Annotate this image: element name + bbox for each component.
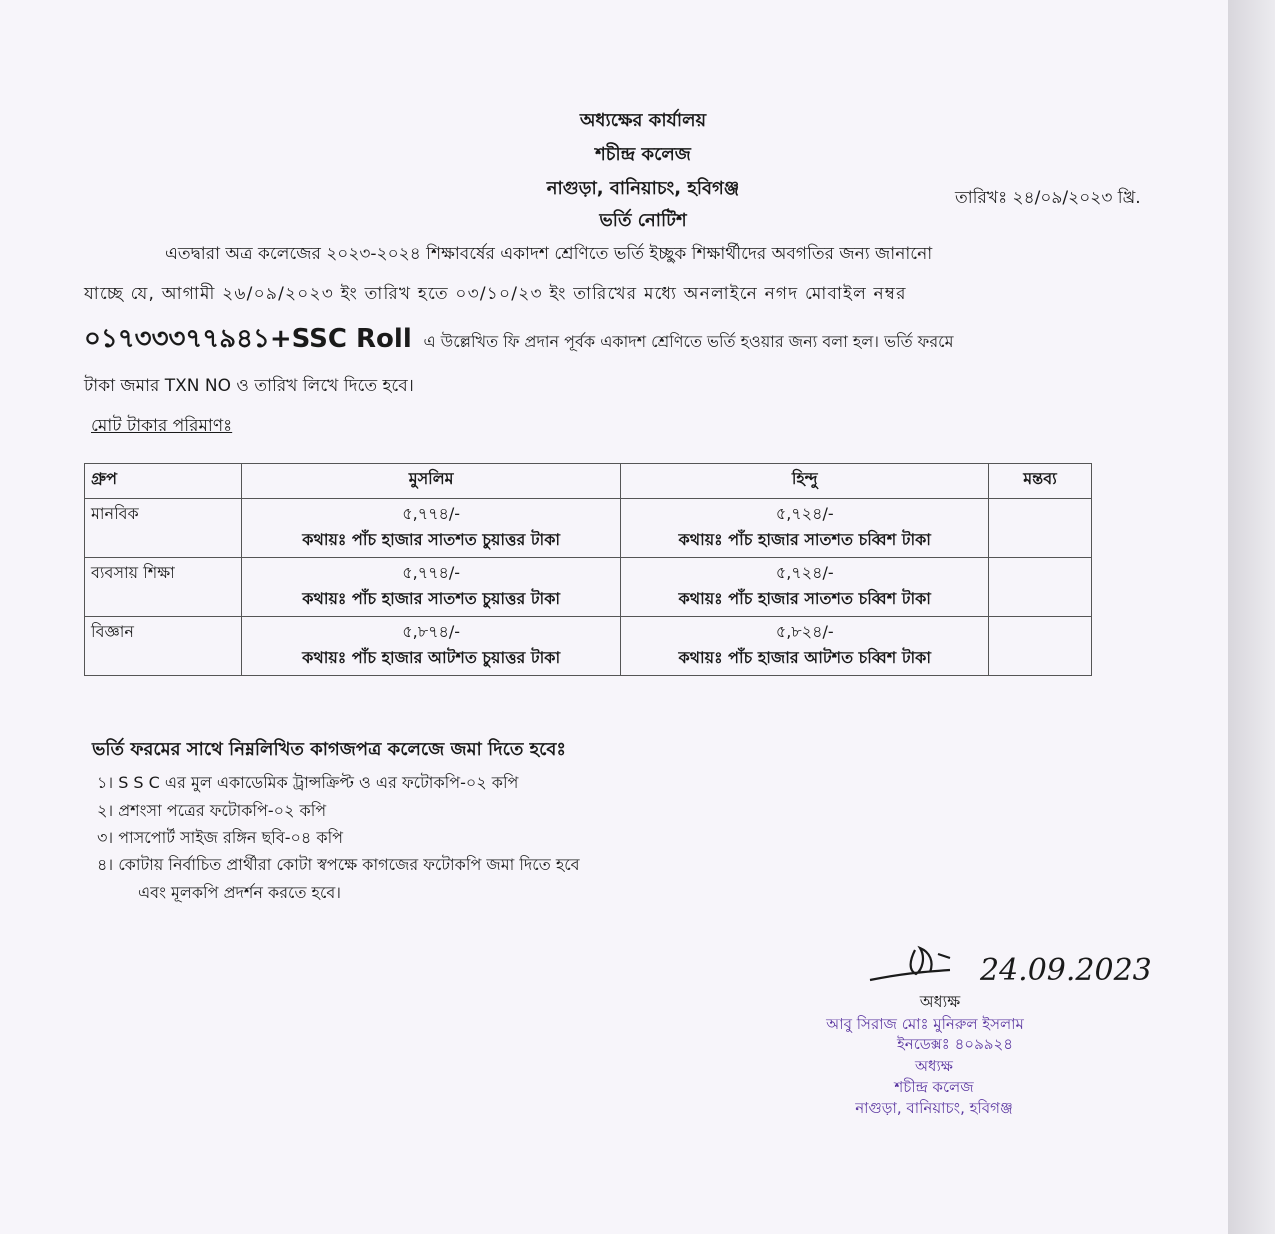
document-item: ৩। পাসপোর্ট সাইজ রঙ্গিন ছবি-০৪ কপি [97, 828, 344, 847]
paper-edge [1228, 0, 1275, 1234]
header-group: গ্রুপ [85, 464, 242, 499]
office-heading: অধ্যক্ষের কার্যালয় [579, 110, 707, 131]
signatory-title: অধ্যক্ষ [919, 992, 961, 1011]
fee-amount: ৫,৭৭৪/- [402, 504, 461, 523]
fee-amount: ৫,৭৭৪/- [402, 563, 461, 582]
hindu-fee-cell [621, 499, 989, 558]
stamp-college: শচীন্দ্র কলেজ [894, 1078, 974, 1096]
stamp-address: নাগুড়া, বানিয়াচং, হবিগঞ্জ [855, 1099, 1013, 1117]
header-muslim: মুসলিম [241, 464, 621, 499]
documents-title: ভর্তি ফরমের সাথে নিম্নলিখিত কাগজপত্র কলেজে জমা দিতে হবেঃ [92, 739, 566, 760]
total-amount-label: মোট টাকার পরিমাণঃ [91, 416, 233, 436]
document-item: ১। S S C এর মুল একাডেমিক ট্রান্সক্রিপ্ট ও এর ফটোকপি-০২ কপি [97, 773, 519, 792]
remark-cell [989, 617, 1092, 676]
group-cell: ব্যবসায় শিক্ষা [85, 558, 242, 617]
fee-amount: ৫,৭২৪/- [775, 563, 834, 582]
table-row [85, 499, 1092, 558]
stamp-index: ইনডেক্সঃ ৪০৯৯২৪ [896, 1035, 1014, 1053]
fee-table [84, 463, 1092, 676]
muslim-fee-cell [241, 617, 621, 676]
college-name: শচীন্দ্র কলেজ [595, 144, 691, 165]
body-line-2: যাচ্ছে যে, আগামী ২৬/০৯/২০২৩ ইং তারিখ হতে ০৩/১০/২৩ ইং তারিখের মধ্যে অনলাইনে নগদ মোবাইল নম্বর [84, 284, 907, 304]
header-remark: মন্তব্য [989, 464, 1092, 499]
body-line-1: এতদ্বারা অত্র কলেজের ২০২৩-২০২৪ শিক্ষাবর্ষের একাদশ শ্রেণিতে ভর্তি ইচ্ছুক শিক্ষার্থীদের অবগতির জন্য জানানো [165, 244, 933, 264]
remark-cell [989, 499, 1092, 558]
stamp-name: আবু সিরাজ মোঃ মুনিরুল ইসলাম [826, 1015, 1024, 1033]
body-line-3 [84, 326, 953, 352]
group-cell: বিজ্ঞান [85, 617, 242, 676]
table-row [85, 558, 1092, 617]
document-item: এবং মূলকপি প্রদর্শন করতে হবে। [138, 883, 342, 902]
header-hindu: হিন্দু [621, 464, 989, 499]
notice-title: ভর্তি নোটিশ [599, 210, 687, 231]
body-line-4: টাকা জমার TXN NO ও তারিখ লিখে দিতে হবে। [84, 376, 414, 396]
handwritten-date: 24.09.2023 [980, 953, 1152, 988]
fee-amount: ৫,৭২৪/- [775, 504, 834, 523]
muslim-fee-cell [241, 558, 621, 617]
fee-in-words: কথায়ঃ পাঁচ হাজার সাতশত চব্বিশ টাকা [678, 589, 931, 608]
hindu-fee-cell [621, 558, 989, 617]
fee-amount: ৫,৮২৪/- [775, 622, 834, 641]
hindu-fee-cell [621, 617, 989, 676]
fee-in-words: কথায়ঃ পাঁচ হাজার সাতশত চুয়াত্তর টাকা [302, 530, 561, 549]
notice-date: তারিখঃ ২৪/০৯/২০২৩ খ্রি. [955, 188, 1141, 208]
table-row [85, 617, 1092, 676]
remark-cell [989, 558, 1092, 617]
fee-in-words: কথায়ঃ পাঁচ হাজার আটশত চুয়াত্তর টাকা [302, 648, 561, 667]
muslim-fee-cell [241, 499, 621, 558]
stamp-title: অধ্যক্ষ [915, 1057, 953, 1075]
body-line-3-text: এ উল্লেখিত ফি প্রদান পূর্বক একাদশ শ্রেণিতে ভর্তি হওয়ার জন্য বলা হল। ভর্তি ফরমে [423, 332, 954, 351]
document-item: ৪। কোটায় নির্বাচিত প্রার্থীরা কোটা স্বপক্ষে কাগজের ফটোকপি জমা দিতে হবে [97, 855, 580, 874]
fee-in-words: কথায়ঃ পাঁচ হাজার আটশত চব্বিশ টাকা [678, 648, 932, 667]
fee-in-words: কথায়ঃ পাঁচ হাজার সাতশত চব্বিশ টাকা [678, 530, 931, 549]
group-cell: মানবিক [85, 499, 242, 558]
payment-number: ০১৭৩৩৩৭৭৯৪১+SSC Roll [84, 324, 412, 354]
fee-amount: ৫,৮৭৪/- [402, 622, 461, 641]
college-address: নাগুড়া, বানিয়াচং, হবিগঞ্জ [546, 178, 740, 199]
document-item: ২। প্রশংসা পত্রের ফটোকপি-০২ কপি [97, 801, 327, 820]
table-header-row [85, 464, 1092, 499]
fee-in-words: কথায়ঃ পাঁচ হাজার সাতশত চুয়াত্তর টাকা [302, 589, 561, 608]
